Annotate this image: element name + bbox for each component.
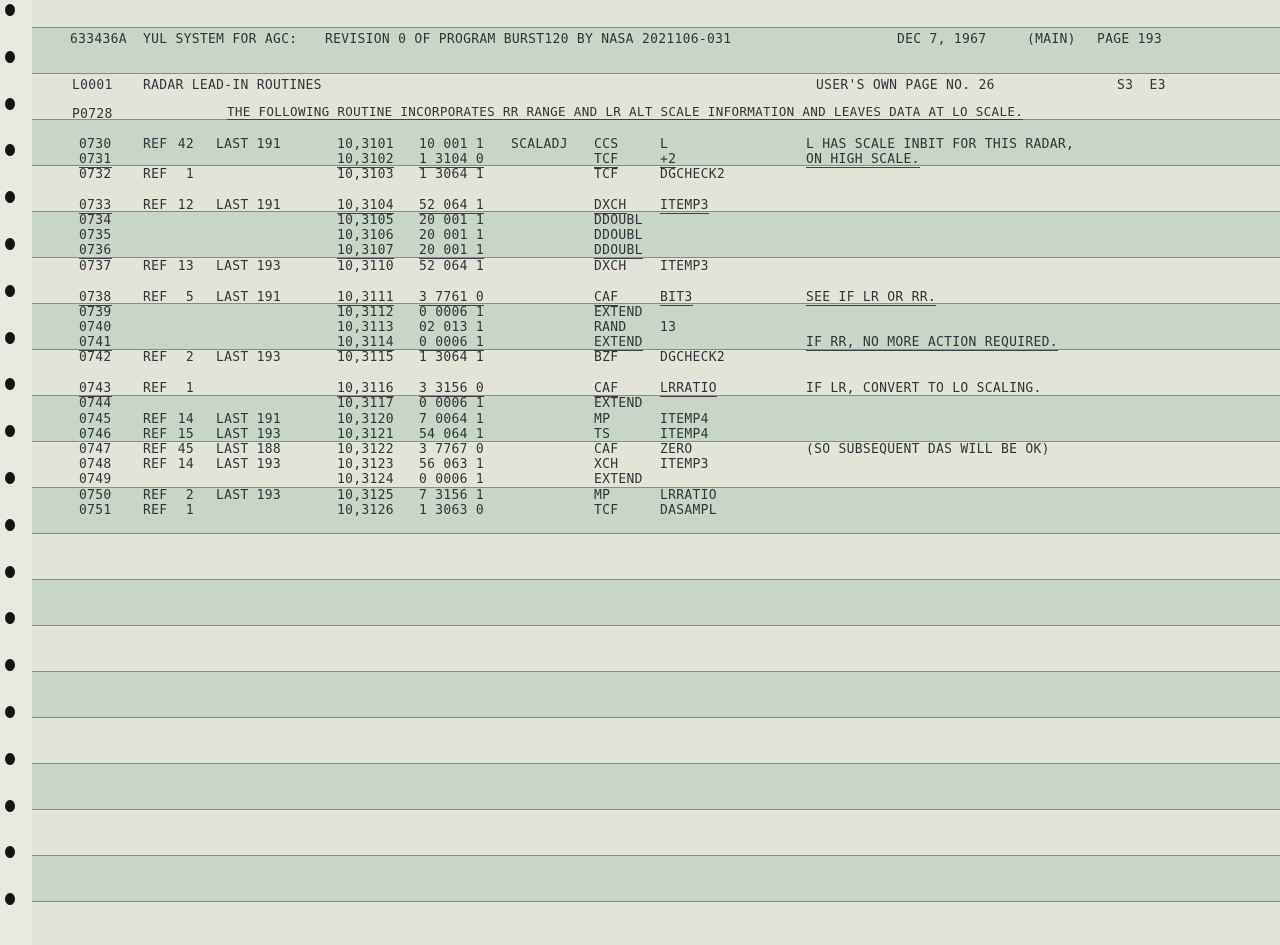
operand: ITEMP3 <box>660 457 709 472</box>
opcode: CCS <box>594 137 619 152</box>
memory-address: 10,3124 <box>337 472 394 487</box>
ref-number: 13 <box>177 259 194 274</box>
paper-rule <box>32 165 1280 166</box>
feed-hole <box>5 800 15 812</box>
ref-number: 1 <box>185 503 194 518</box>
operand: ITEMP3 <box>660 259 709 274</box>
memory-address: 10,3103 <box>337 167 394 182</box>
opcode: CAF <box>594 381 619 396</box>
ref-number: 45 <box>177 442 194 457</box>
line-number: 0736 <box>79 243 112 258</box>
own-page-number: USER'S OWN PAGE NO. 26 <box>816 78 995 93</box>
ref-marker: REF <box>143 350 168 365</box>
note-text: THE FOLLOWING ROUTINE INCORPORATES RR RANGE AND LR ALT SCALE INFORMATION AND LEAVES DATA AT LO SCALE. <box>227 104 1024 119</box>
octal-code: 0 0006 1 <box>419 472 485 487</box>
memory-address: 10,3113 <box>337 320 394 335</box>
paper-band <box>32 625 1280 671</box>
ref-number: 2 <box>185 350 194 365</box>
section-codes: S3 E3 <box>1117 78 1166 93</box>
last-page-ref: LAST 191 <box>216 198 282 213</box>
paper-band <box>32 763 1280 809</box>
feed-hole <box>5 472 15 484</box>
last-page-ref: LAST 193 <box>216 350 282 365</box>
paper-rule <box>32 625 1280 626</box>
octal-code: 3 7761 0 <box>419 290 485 305</box>
line-number: 0751 <box>79 503 112 518</box>
ref-marker: REF <box>143 198 168 213</box>
opcode: TCF <box>594 503 619 518</box>
memory-address: 10,3106 <box>337 228 394 243</box>
octal-code: 3 3156 0 <box>419 381 485 396</box>
memory-address: 10,3102 <box>337 152 394 167</box>
job-number: 633436A <box>70 32 127 47</box>
log-number: L0001 <box>72 78 113 93</box>
feed-hole <box>5 753 15 765</box>
line-number: 0732 <box>79 167 112 182</box>
ref-number: 1 <box>185 381 194 396</box>
line-number: 0747 <box>79 442 112 457</box>
paper-rule <box>32 717 1280 718</box>
opcode: RAND <box>594 320 627 335</box>
feed-hole <box>5 98 15 110</box>
feed-hole <box>5 519 15 531</box>
ref-marker: REF <box>143 381 168 396</box>
note-line-number: P0728 <box>72 107 113 122</box>
octal-code: 1 3063 0 <box>419 503 485 518</box>
paper-rule <box>32 579 1280 580</box>
memory-address: 10,3107 <box>337 243 394 258</box>
octal-code: 52 064 1 <box>419 198 485 213</box>
line-number: 0748 <box>79 457 112 472</box>
opcode: MP <box>594 488 611 503</box>
operand: LRRATIO <box>660 488 717 503</box>
ref-number: 2 <box>185 488 194 503</box>
octal-code: 1 3064 1 <box>419 167 485 182</box>
memory-address: 10,3110 <box>337 259 394 274</box>
octal-code: 1 3064 1 <box>419 350 485 365</box>
memory-address: 10,3120 <box>337 412 394 427</box>
paper-rule <box>32 533 1280 534</box>
line-number: 0737 <box>79 259 112 274</box>
opcode: MP <box>594 412 611 427</box>
operand: ITEMP4 <box>660 427 709 442</box>
comment: IF RR, NO MORE ACTION REQUIRED. <box>806 335 1058 350</box>
opcode: EXTEND <box>594 472 643 487</box>
ref-marker: REF <box>143 259 168 274</box>
octal-code: 3 7767 0 <box>419 442 485 457</box>
last-page-ref: LAST 193 <box>216 488 282 503</box>
line-number: 0750 <box>79 488 112 503</box>
paper-rule <box>32 73 1280 74</box>
line-number: 0749 <box>79 472 112 487</box>
system-name: YUL SYSTEM FOR AGC: <box>143 32 298 47</box>
ref-number: 15 <box>177 427 194 442</box>
opcode: EXTEND <box>594 305 643 320</box>
operand: DGCHECK2 <box>660 350 726 365</box>
ref-number: 12 <box>177 198 194 213</box>
memory-address: 10,3115 <box>337 350 394 365</box>
octal-code: 20 001 1 <box>419 228 485 243</box>
feed-hole <box>5 238 15 250</box>
memory-address: 10,3114 <box>337 335 394 350</box>
opcode: EXTEND <box>594 396 643 411</box>
last-page-ref: LAST 191 <box>216 412 282 427</box>
paper-rule <box>32 763 1280 764</box>
paper-rule <box>32 809 1280 810</box>
paper-rule <box>32 27 1280 28</box>
octal-code: 54 064 1 <box>419 427 485 442</box>
opcode: DDOUBL <box>594 213 643 228</box>
opcode: BZF <box>594 350 619 365</box>
ref-number: 42 <box>177 137 194 152</box>
line-number: 0746 <box>79 427 112 442</box>
line-number: 0735 <box>79 228 112 243</box>
operand: ITEMP3 <box>660 198 709 213</box>
memory-address: 10,3125 <box>337 488 394 503</box>
memory-address: 10,3121 <box>337 427 394 442</box>
ref-marker: REF <box>143 290 168 305</box>
operand: ITEMP4 <box>660 412 709 427</box>
section-name: (MAIN) <box>1027 32 1076 47</box>
memory-address: 10,3117 <box>337 396 394 411</box>
ref-marker: REF <box>143 442 168 457</box>
feed-hole <box>5 51 15 63</box>
line-number: 0739 <box>79 305 112 320</box>
memory-address: 10,3104 <box>337 198 394 213</box>
operand: L <box>660 137 669 152</box>
memory-address: 10,3126 <box>337 503 394 518</box>
octal-code: 20 001 1 <box>419 243 485 258</box>
paper-rule <box>32 257 1280 258</box>
paper-band <box>32 901 1280 945</box>
ref-number: 1 <box>185 167 194 182</box>
feed-hole <box>5 4 15 16</box>
opcode: CAF <box>594 290 619 305</box>
comment: SEE IF LR OR RR. <box>806 290 937 305</box>
feed-hole <box>5 285 15 297</box>
operand: DASAMPL <box>660 503 717 518</box>
operand: 13 <box>660 320 677 335</box>
memory-address: 10,3112 <box>337 305 394 320</box>
log-title: RADAR LEAD-IN ROUTINES <box>143 78 322 93</box>
octal-code: 0 0006 1 <box>419 396 485 411</box>
operand: LRRATIO <box>660 381 717 396</box>
memory-address: 10,3101 <box>337 137 394 152</box>
line-number: 0730 <box>79 137 112 152</box>
ref-marker: REF <box>143 457 168 472</box>
octal-code: 1 3104 0 <box>419 152 485 167</box>
feed-hole <box>5 706 15 718</box>
feed-hole <box>5 332 15 344</box>
octal-code: 56 063 1 <box>419 457 485 472</box>
comment: IF LR, CONVERT TO LO SCALING. <box>806 381 1042 396</box>
line-number: 0744 <box>79 396 112 411</box>
opcode: TCF <box>594 152 619 167</box>
octal-code: 10 001 1 <box>419 137 485 152</box>
ref-marker: REF <box>143 412 168 427</box>
revision-line: REVISION 0 OF PROGRAM BURST120 BY NASA 2021106-031 <box>325 32 732 47</box>
octal-code: 0 0006 1 <box>419 335 485 350</box>
operand: ZERO <box>660 442 693 457</box>
last-page-ref: LAST 191 <box>216 137 282 152</box>
paper-rule <box>32 855 1280 856</box>
memory-address: 10,3111 <box>337 290 394 305</box>
last-page-ref: LAST 193 <box>216 427 282 442</box>
paper-band <box>32 0 1280 27</box>
paper-rule <box>32 395 1280 396</box>
ref-number: 14 <box>177 412 194 427</box>
paper-rule <box>32 901 1280 902</box>
line-number: 0734 <box>79 213 112 228</box>
operand: DGCHECK2 <box>660 167 726 182</box>
memory-address: 10,3122 <box>337 442 394 457</box>
opcode: DXCH <box>594 198 627 213</box>
opcode: DXCH <box>594 259 627 274</box>
paper-band <box>32 809 1280 855</box>
paper-rule <box>32 671 1280 672</box>
octal-code: 20 001 1 <box>419 213 485 228</box>
last-page-ref: LAST 193 <box>216 259 282 274</box>
octal-code: 7 0064 1 <box>419 412 485 427</box>
feed-hole <box>5 566 15 578</box>
opcode: DDOUBL <box>594 243 643 258</box>
line-number: 0731 <box>79 152 112 167</box>
opcode: TS <box>594 427 611 442</box>
ref-number: 5 <box>185 290 194 305</box>
comment: L HAS SCALE INBIT FOR THIS RADAR, <box>806 137 1075 152</box>
line-number: 0733 <box>79 198 112 213</box>
opcode: XCH <box>594 457 619 472</box>
octal-code: 7 3156 1 <box>419 488 485 503</box>
ref-marker: REF <box>143 427 168 442</box>
octal-code: 52 064 1 <box>419 259 485 274</box>
memory-address: 10,3116 <box>337 381 394 396</box>
operand: +2 <box>660 152 677 167</box>
comment: ON HIGH SCALE. <box>806 152 920 167</box>
symbol-label: SCALADJ <box>511 137 568 152</box>
line-number: 0745 <box>79 412 112 427</box>
opcode: EXTEND <box>594 335 643 350</box>
opcode: CAF <box>594 442 619 457</box>
last-page-ref: LAST 191 <box>216 290 282 305</box>
line-number: 0742 <box>79 350 112 365</box>
paper-band <box>32 211 1280 257</box>
line-number: 0743 <box>79 381 112 396</box>
paper-band <box>32 303 1280 349</box>
paper-band <box>32 533 1280 579</box>
memory-address: 10,3105 <box>337 213 394 228</box>
page-number: PAGE 193 <box>1097 32 1163 47</box>
last-page-ref: LAST 193 <box>216 457 282 472</box>
line-number: 0738 <box>79 290 112 305</box>
opcode: DDOUBL <box>594 228 643 243</box>
memory-address: 10,3123 <box>337 457 394 472</box>
last-page-ref: LAST 188 <box>216 442 282 457</box>
octal-code: 02 013 1 <box>419 320 485 335</box>
ref-marker: REF <box>143 137 168 152</box>
comment: (SO SUBSEQUENT DAS WILL BE OK) <box>806 442 1050 457</box>
paper-band <box>32 579 1280 625</box>
octal-code: 0 0006 1 <box>419 305 485 320</box>
opcode: TCF <box>594 167 619 182</box>
line-number: 0740 <box>79 320 112 335</box>
ref-number: 14 <box>177 457 194 472</box>
paper-band <box>32 717 1280 763</box>
line-number: 0741 <box>79 335 112 350</box>
ref-marker: REF <box>143 488 168 503</box>
ref-marker: REF <box>143 503 168 518</box>
paper-band <box>32 855 1280 901</box>
operand: BIT3 <box>660 290 693 305</box>
paper-band <box>32 671 1280 717</box>
print-date: DEC 7, 1967 <box>897 32 987 47</box>
ref-marker: REF <box>143 167 168 182</box>
